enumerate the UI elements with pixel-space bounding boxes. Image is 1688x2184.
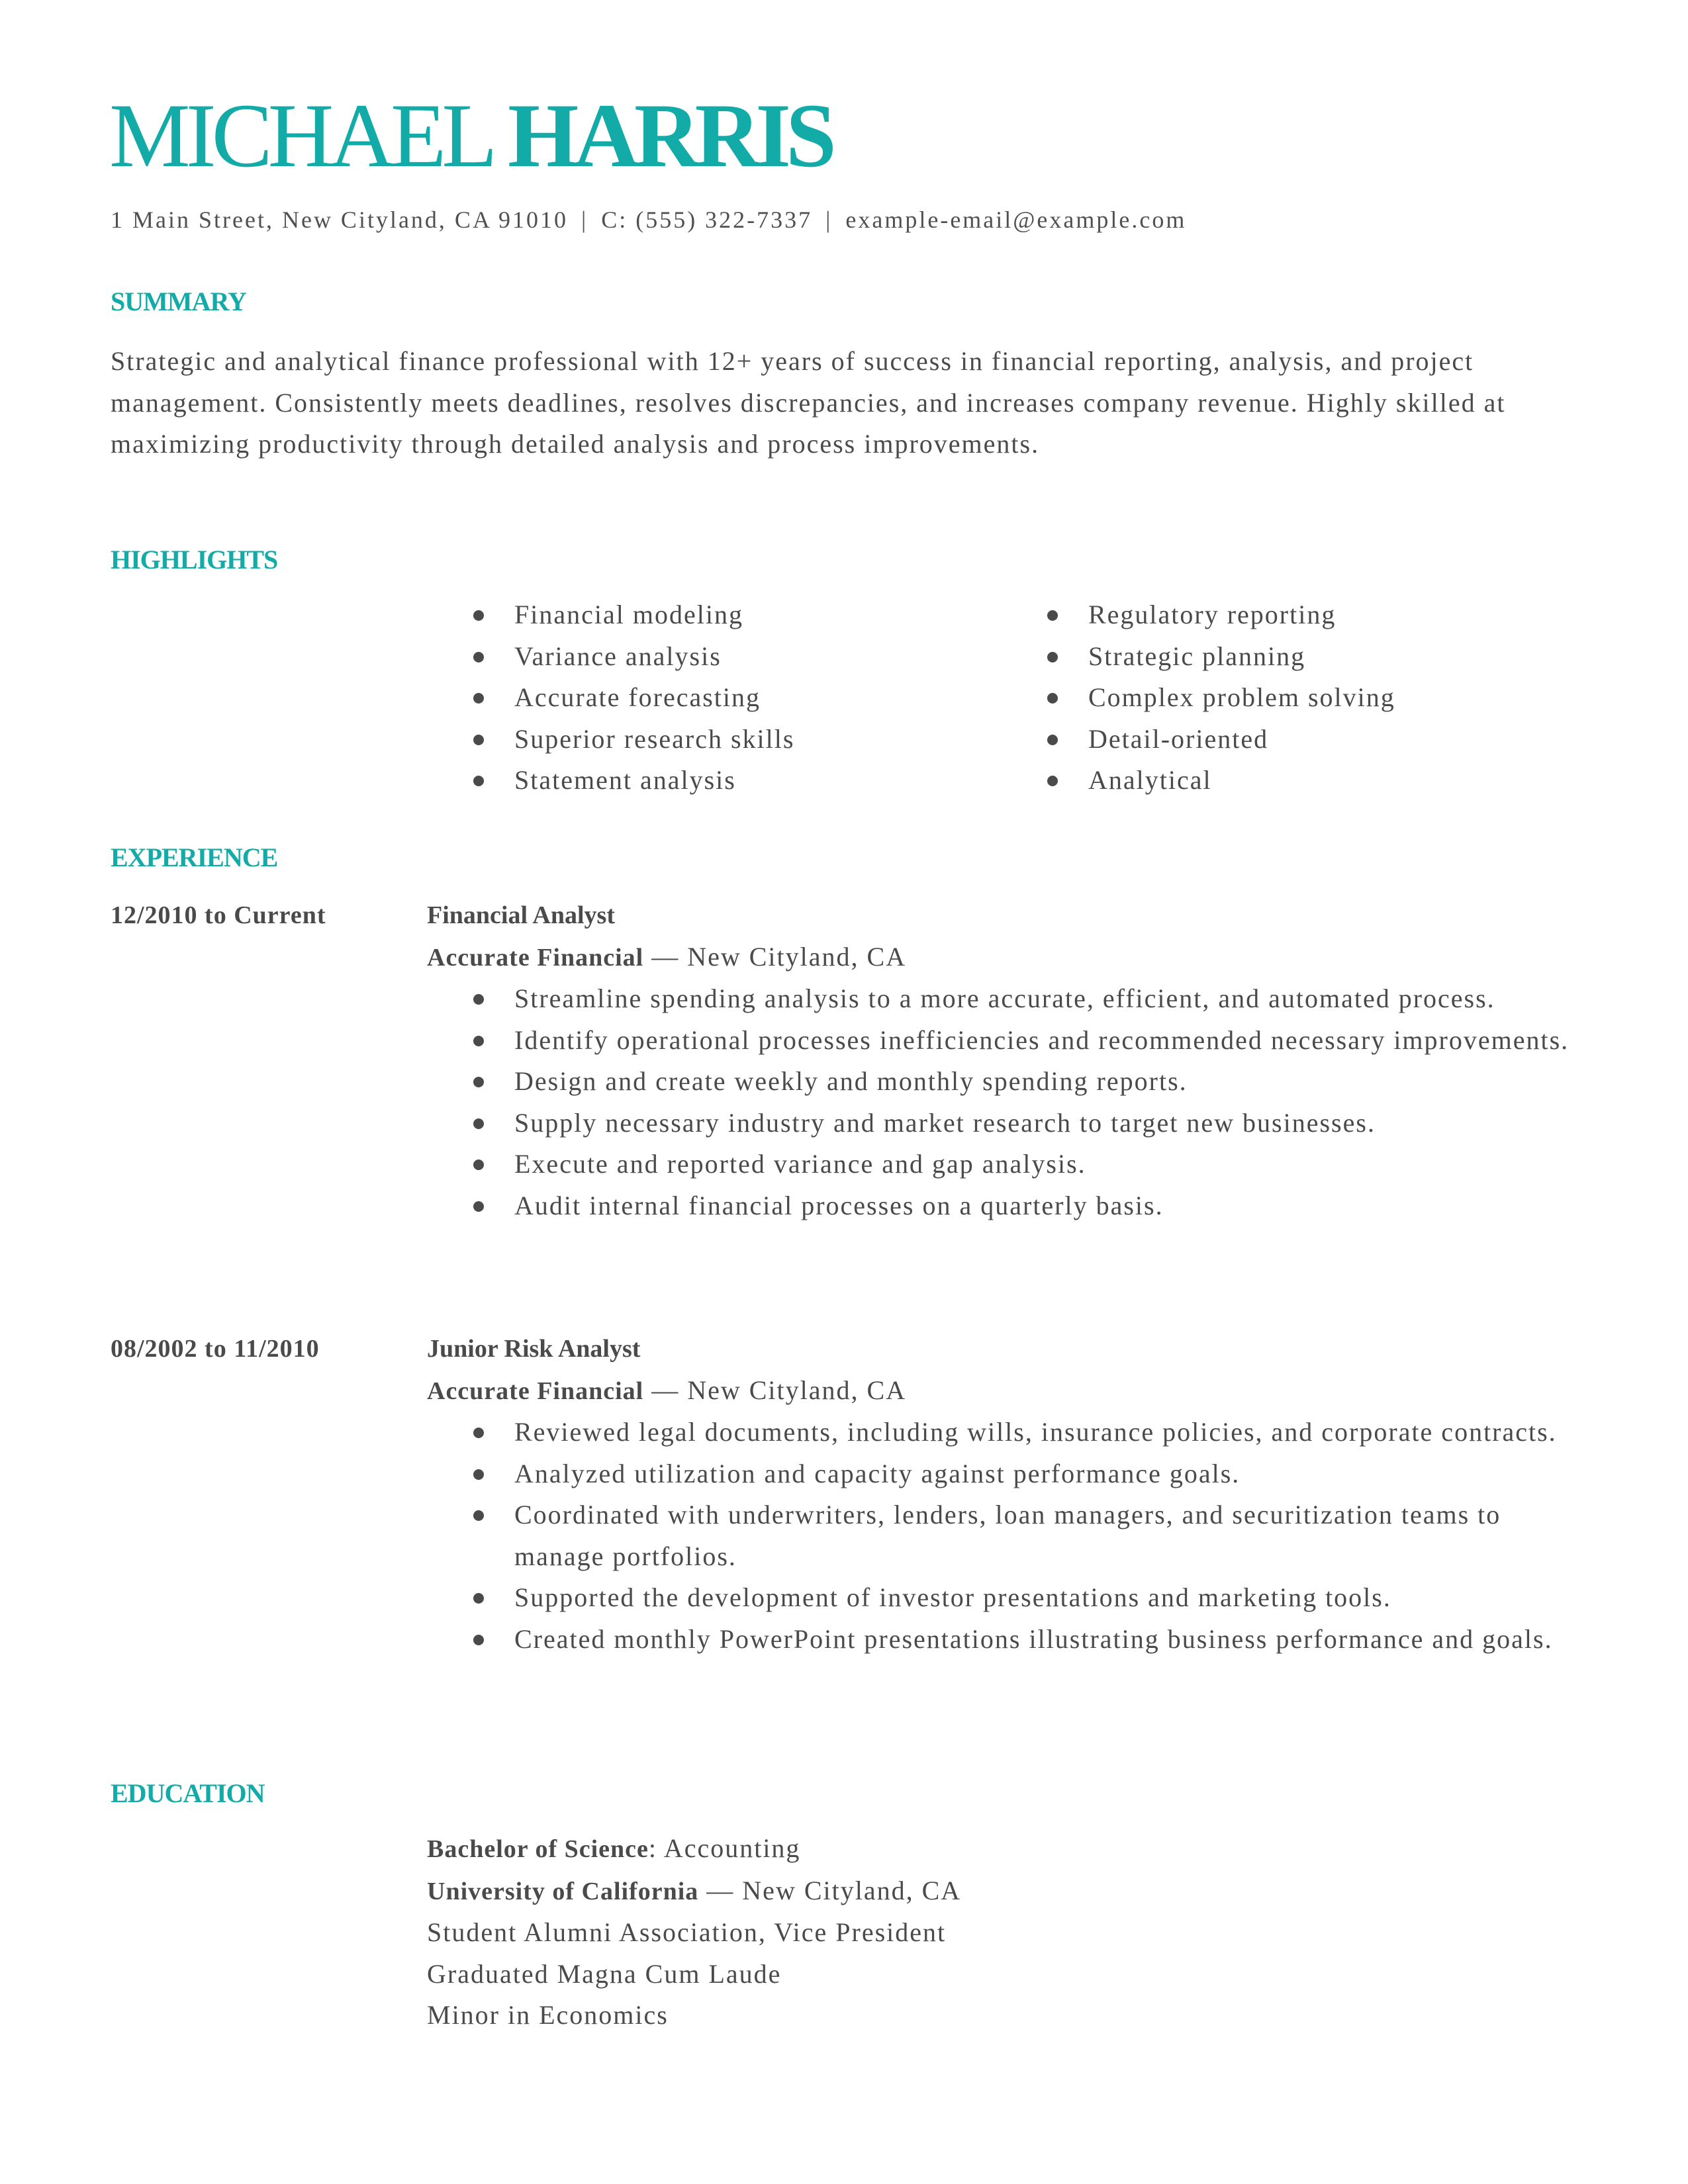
job-dates: 08/2002 to 11/2010 [111, 1335, 320, 1363]
job-bullet: Reviewed legal documents, including wills, insurance policies, and corporate contracts. [427, 1412, 1592, 1453]
highlights-heading: HIGHLIGHTS [111, 545, 278, 574]
job-location: New Cityland, CA [687, 1375, 907, 1405]
contact-phone: C: (555) 322-7337 [601, 206, 813, 233]
job-dates: 12/2010 to Current [111, 901, 326, 929]
job-bullet-list [427, 1412, 1592, 1660]
contact-separator: | [825, 206, 833, 233]
experience-heading: EXPERIENCE [111, 842, 278, 872]
job-bullet: Analyzed utilization and capacity against performance goals. [427, 1453, 1592, 1495]
highlight-item-list [427, 594, 957, 801]
education-extra: Graduated Magna Cum Laude [427, 1958, 782, 1989]
contact-line [111, 205, 1186, 234]
job-title: Junior Risk Analyst [427, 1335, 641, 1363]
job-bullet: Streamline spending analysis to a more accurate, efficient, and automated process. [427, 978, 1592, 1020]
contact-email: example-email@example.com [845, 206, 1187, 233]
education-block [427, 1828, 1592, 2036]
job-bullet: Created monthly PowerPoint presentations illustrating business performance and goals. [427, 1619, 1592, 1661]
highlights-right-column [1001, 594, 1530, 801]
job-employer [427, 1370, 1592, 1412]
summary-text: Strategic and analytical finance professional with 12+ years of success in financial reporting, analysis, and project management. Consistently meets deadlines, resolves discrepancies, and increases company revenue. Highly skilled at maximizing productivity through detailed analysis and process improvements. [111, 346, 1506, 459]
job-entry [427, 895, 1592, 1226]
highlight-item: Financial modeling [427, 594, 957, 636]
highlight-item: Detail-oriented [1001, 719, 1530, 760]
highlight-item: Statement analysis [427, 760, 957, 801]
job-bullet: Supply necessary industry and market research to target new businesses. [427, 1103, 1592, 1144]
job-bullet: Design and create weekly and monthly spending reports. [427, 1061, 1592, 1103]
contact-separator: | [581, 206, 588, 233]
job-company: Accurate Financial [427, 943, 644, 972]
last-name: HARRIS [508, 85, 831, 186]
highlight-item: Analytical [1001, 760, 1530, 801]
job-bullet: Identify operational processes inefficiencies and recommended necessary improvements. [427, 1020, 1592, 1062]
job-location: New Cityland, CA [687, 941, 907, 972]
highlight-item: Strategic planning [1001, 636, 1530, 678]
highlight-item: Superior research skills [427, 719, 957, 760]
job-company: Accurate Financial [427, 1377, 644, 1405]
job-bullet: Audit internal financial processes on a quarterly basis. [427, 1185, 1592, 1227]
job-bullet: Coordinated with underwriters, lenders, loan managers, and securitization teams to manage portfolios. [427, 1494, 1592, 1577]
education-school-line [427, 1870, 1592, 1913]
job-entry [427, 1328, 1592, 1660]
highlights-left-column [427, 594, 957, 801]
job-dash: — [651, 941, 680, 972]
education-degree: Bachelor of Science [427, 1835, 649, 1863]
education-degree-line [427, 1828, 1592, 1870]
summary-heading: SUMMARY [111, 287, 246, 316]
job-title: Financial Analyst [427, 901, 615, 929]
job-dash: — [651, 1375, 680, 1405]
highlight-item: Regulatory reporting [1001, 594, 1530, 636]
first-name: MICHAEL [109, 85, 490, 186]
education-major: : Accounting [648, 1833, 801, 1863]
job-bullet: Supported the development of investor presentations and marketing tools. [427, 1577, 1592, 1619]
education-location: New Cityland, CA [742, 1875, 962, 1905]
education-heading: EDUCATION [111, 1778, 265, 1808]
education-extra: Minor in Economics [427, 2000, 669, 2030]
job-bullet: Execute and reported variance and gap analysis. [427, 1144, 1592, 1185]
contact-address: 1 Main Street, New Cityland, CA 91010 [111, 206, 568, 233]
education-dash: — [706, 1875, 735, 1905]
education-school: University of California [427, 1877, 699, 1905]
highlight-item: Accurate forecasting [427, 677, 957, 719]
education-extra: Student Alumni Association, Vice President [427, 1917, 947, 1947]
highlight-item: Complex problem solving [1001, 677, 1530, 719]
highlight-item-list [1001, 594, 1530, 801]
highlight-item: Variance analysis [427, 636, 957, 678]
job-bullet-list [427, 978, 1592, 1226]
candidate-name [109, 83, 831, 189]
job-employer [427, 936, 1592, 979]
